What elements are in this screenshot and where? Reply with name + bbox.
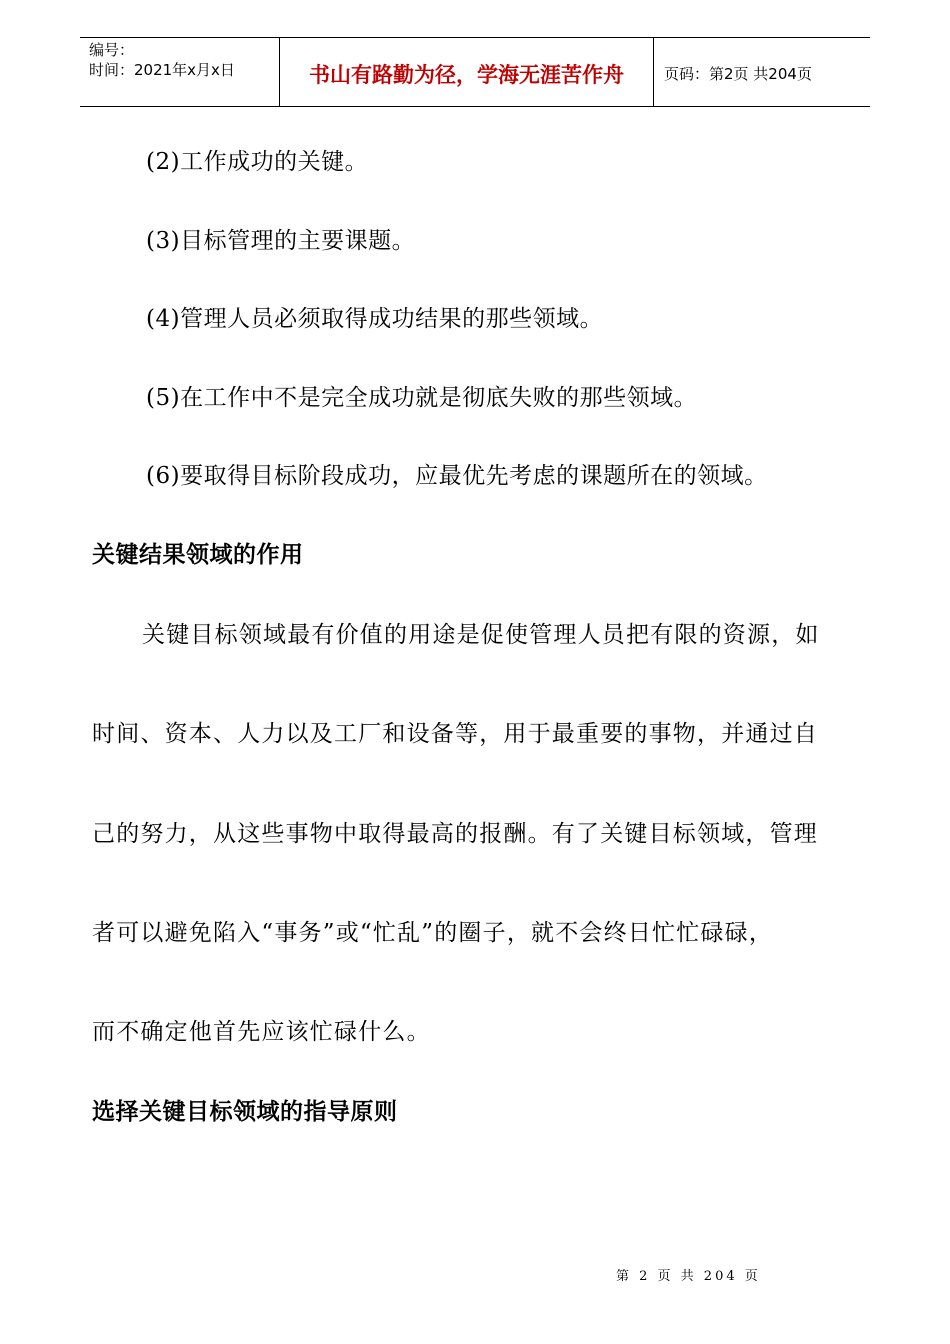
list-item: (5)在工作中不是完全成功就是彻底失败的那些领域。	[146, 385, 698, 411]
document-time-label: 时间：2021年x月x日	[89, 61, 235, 79]
section-heading: 选择关键目标领域的指导原则	[92, 1099, 398, 1125]
document-number-label: 编号：	[89, 41, 135, 59]
paragraph-line: 己的努力，从这些事物中取得最高的报酬。有了关键目标领域，管理	[92, 821, 818, 847]
page-header	[80, 37, 870, 107]
header-page-info: 页码：第2页 共204页	[664, 64, 812, 83]
header-motto: 书山有路勤为径，学海无涯苦作舟	[280, 38, 654, 106]
paragraph-line: 而不确定他首先应该忙碌什么。	[92, 1019, 431, 1045]
list-item: (3)目标管理的主要课题。	[146, 228, 416, 254]
list-item: (6)要取得目标阶段成功，应最优先考虑的课题所在的领域。	[146, 463, 768, 489]
list-item: (4)管理人员必须取得成功结果的那些领域。	[146, 306, 604, 332]
list-item: (2)工作成功的关键。	[146, 149, 369, 175]
paragraph-line: 时间、资本、人力以及工厂和设备等，用于最重要的事物，并通过自	[92, 721, 818, 747]
paragraph-line: 者可以避免陷入“事务”或“忙乱”的圈子，就不会终日忙忙碌碌，	[92, 920, 774, 946]
section-heading: 关键结果领域的作用	[92, 542, 304, 568]
paragraph-line: 关键目标领域最有价值的用途是促使管理人员把有限的资源，如	[142, 622, 820, 648]
header-meta	[80, 38, 280, 106]
page-footer: 第 2 页 共 204 页	[616, 1269, 761, 1284]
